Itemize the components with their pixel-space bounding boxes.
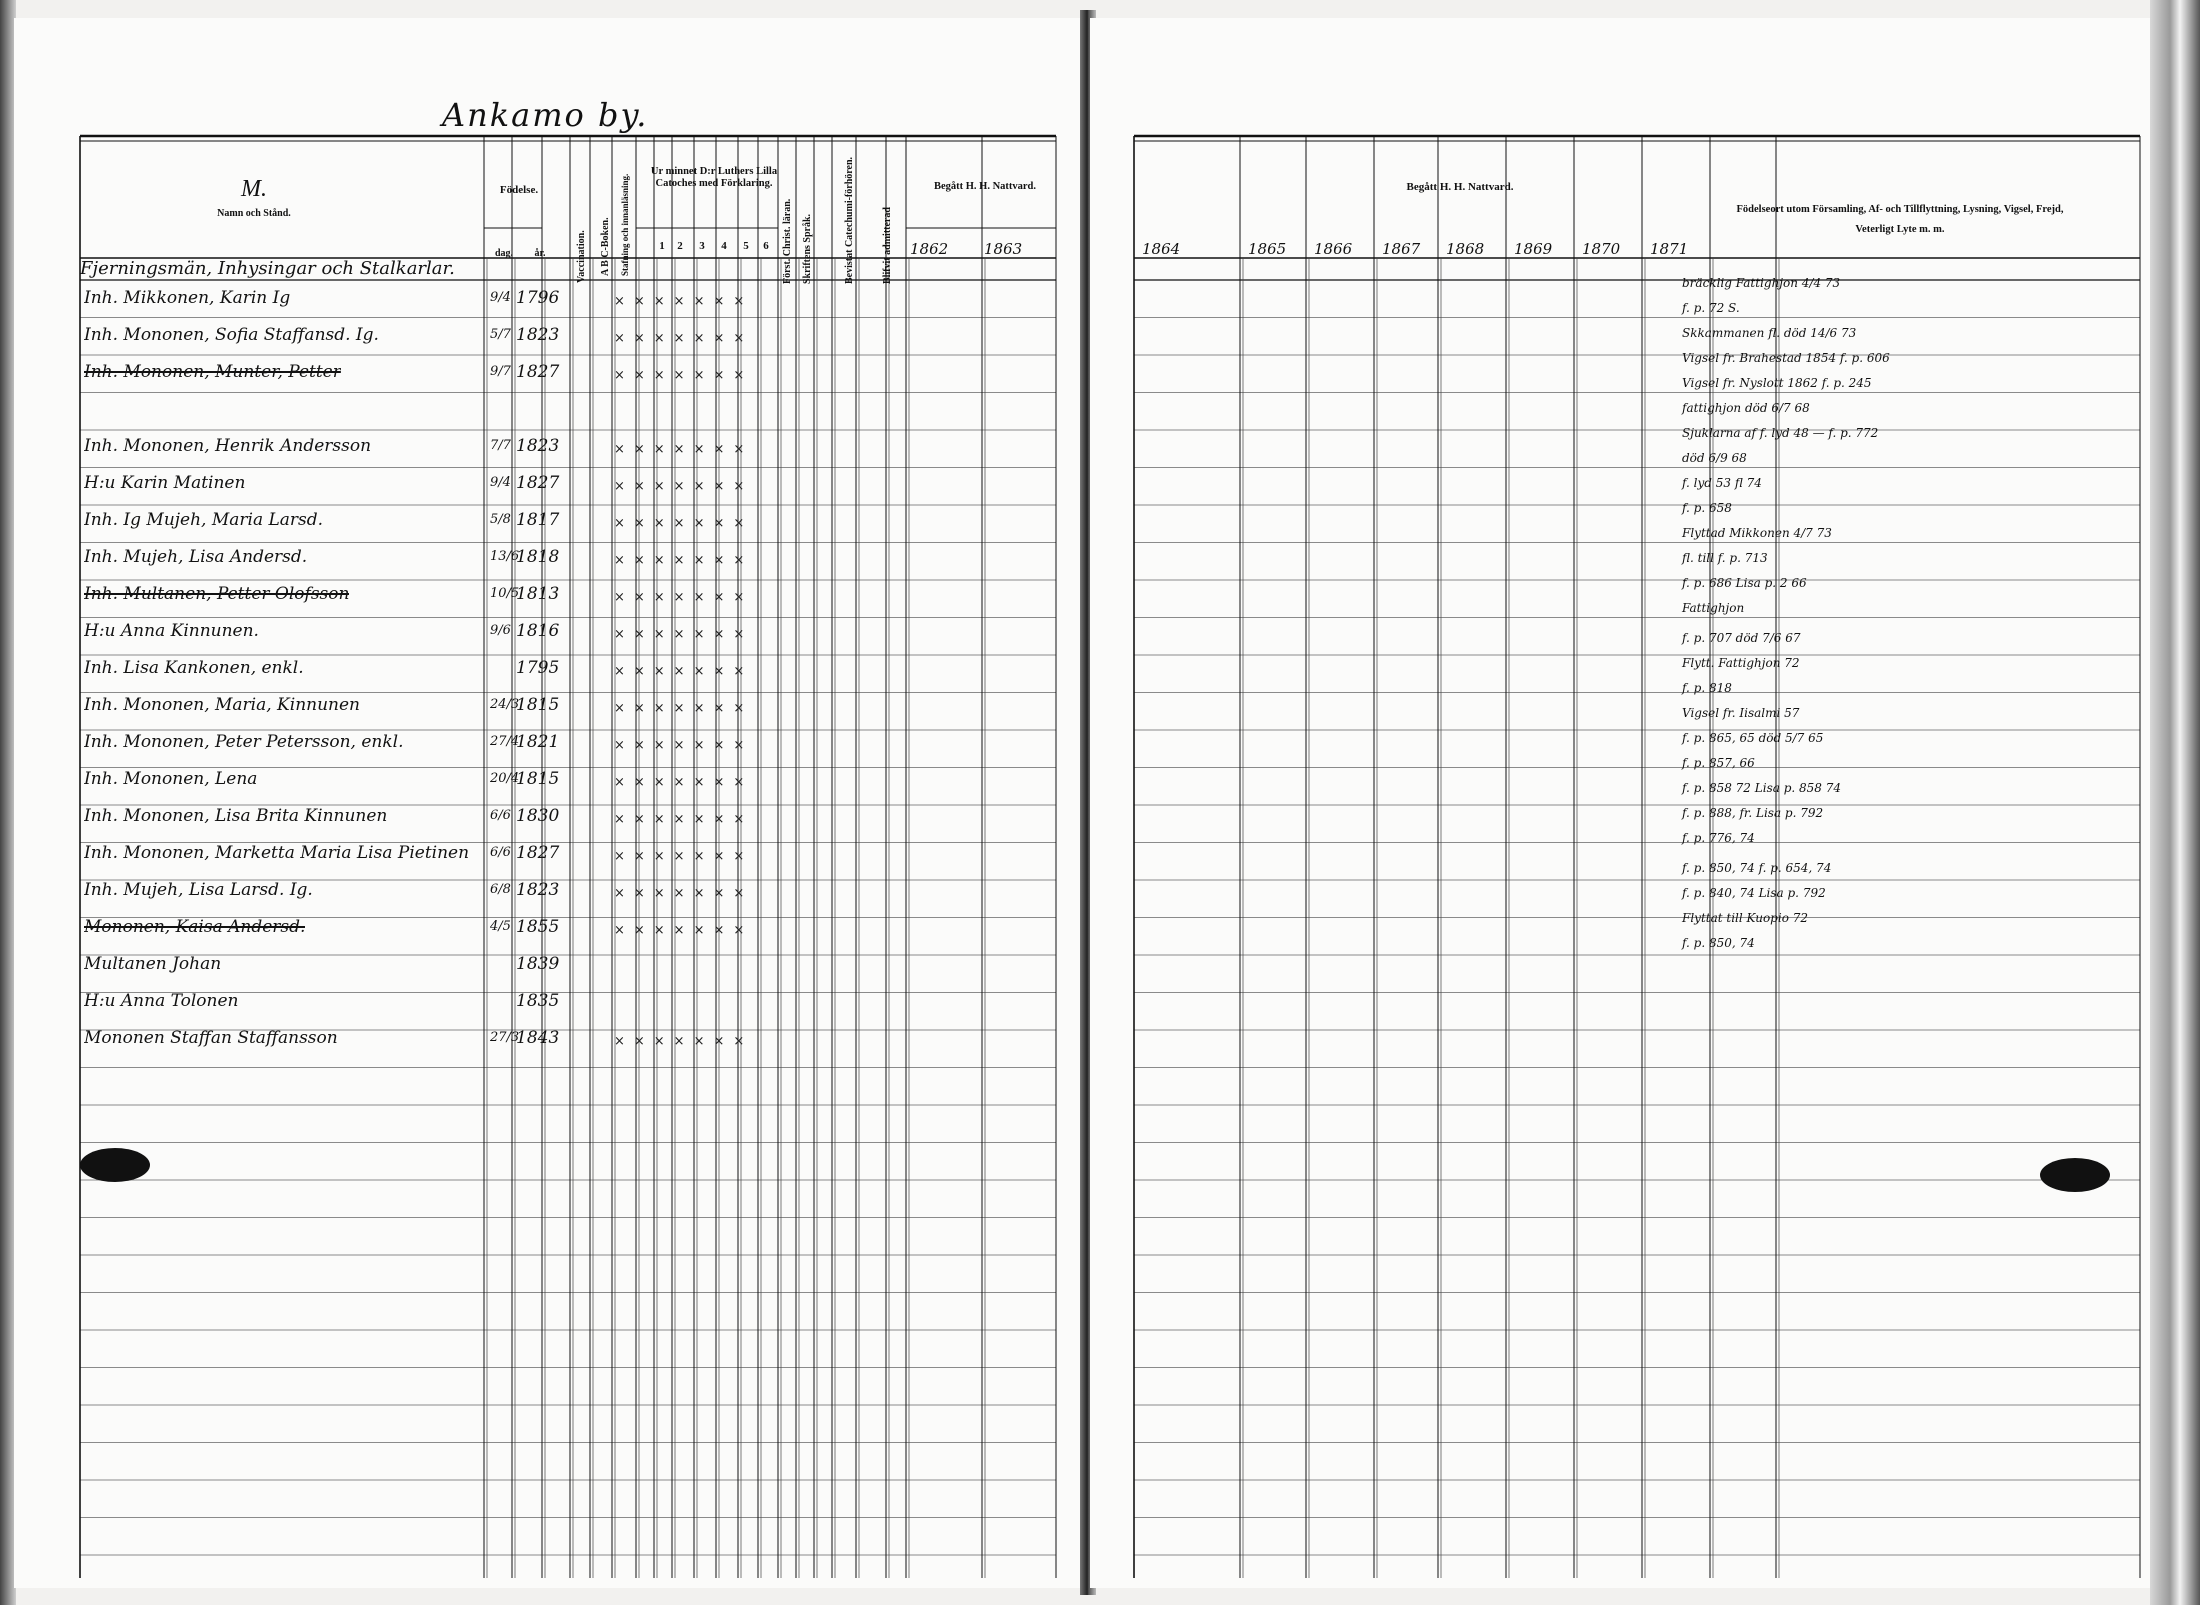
catechism-marks: ××××××× xyxy=(614,1034,754,1049)
remark-line: Fattighjon xyxy=(1682,601,1745,615)
catechism-marks: ××××××× xyxy=(614,331,754,346)
communion-year-1866: 1866 xyxy=(1314,240,1353,258)
remark-line: Skkammanen fl. död 14/6 73 xyxy=(1682,326,1857,340)
right-page xyxy=(1090,18,2150,1588)
birth-year: 1815 xyxy=(516,695,560,715)
header-day: dag. xyxy=(494,248,514,259)
birth-day: 7/7 xyxy=(490,438,511,453)
communion-year-1865: 1865 xyxy=(1248,240,1287,258)
catechism-marks: ××××××× xyxy=(614,627,754,642)
remark-line: f. lyd 53 fl 74 xyxy=(1682,476,1762,490)
catechism-marks: ××××××× xyxy=(614,442,754,457)
header-vaccination: Vaccination. xyxy=(576,230,587,283)
birth-year: 1827 xyxy=(516,843,560,863)
birth-day: 27/3 xyxy=(490,1030,520,1045)
header-remarks: Födelseort utom Församling, Af- och Tillflyttning, Lysning, Vigsel, Frejd, Veterligt Lyte m. m. xyxy=(1736,204,2064,235)
communion-year-1864: 1864 xyxy=(1142,240,1181,258)
remark-line: f. p. 658 xyxy=(1682,501,1732,515)
remark-line: Vigsel fr. Iisalmi 57 xyxy=(1682,706,1800,720)
catechism-col-3: 3 xyxy=(699,240,705,252)
communion-year-1870: 1870 xyxy=(1582,240,1621,258)
remark-line: f. p. 72 S. xyxy=(1682,301,1740,315)
remark-line: Flytt. Fattighjon 72 xyxy=(1682,656,1800,670)
catechism-marks: ××××××× xyxy=(614,923,754,938)
header-christian: Först. Christ. läran. xyxy=(782,198,793,284)
person-name: Inh. Ig Mujeh, Maria Larsd. xyxy=(84,510,324,530)
remark-line: f. p. 686 Lisa p. 2 66 xyxy=(1682,576,1807,590)
birth-year: 1855 xyxy=(516,917,560,937)
book-right-edge xyxy=(2150,0,2200,1605)
birth-day: 9/4 xyxy=(490,475,511,490)
birth-day: 10/5 xyxy=(490,586,520,601)
remark-line: Flyttad Mikkonen 4/7 73 xyxy=(1682,526,1832,540)
person-name: Inh. Mononen, Peter Petersson, enkl. xyxy=(84,732,404,752)
birth-year: 1827 xyxy=(516,362,560,382)
birth-year: 1823 xyxy=(516,325,560,345)
person-name: Inh. Multanen, Petter Olofsson xyxy=(84,584,350,604)
person-name: Inh. Mikkonen, Karin Ig xyxy=(84,288,291,308)
person-name: Inh. Mujeh, Lisa Andersd. xyxy=(84,547,308,567)
communion-year-1868: 1868 xyxy=(1446,240,1485,258)
remark-line: f. p. 865, 65 död 5/7 65 xyxy=(1682,731,1824,745)
birth-day: 9/4 xyxy=(490,290,511,305)
birth-day: 24/3 xyxy=(490,697,520,712)
birth-year: 1821 xyxy=(516,732,560,752)
catechism-marks: ××××××× xyxy=(614,516,754,531)
remark-line: Vigsel fr. Nyslott 1862 f. p. 245 xyxy=(1682,376,1872,390)
person-name: Mononen, Kaisa Andersd. xyxy=(84,917,306,937)
birth-year: 1815 xyxy=(516,769,560,789)
remark-line: f. p. 858 72 Lisa p. 858 74 xyxy=(1682,781,1841,795)
person-name: Inh. Mujeh, Lisa Larsd. Ig. xyxy=(84,880,313,900)
birth-year: 1830 xyxy=(516,806,560,826)
remark-line: f. p. 850, 74 f. p. 654, 74 xyxy=(1682,861,1832,875)
year-1863: 1863 xyxy=(984,240,1023,258)
birth-day: 13/6 xyxy=(490,549,520,564)
remark-line: Flyttat till Kuopio 72 xyxy=(1682,911,1809,925)
birth-year: 1816 xyxy=(516,621,560,641)
year-1862: 1862 xyxy=(910,240,949,258)
header-scripture: Skriftens Språk. xyxy=(802,213,813,284)
person-name: Inh. Mononen, Sofia Staffansd. Ig. xyxy=(84,325,379,345)
catechism-marks: ××××××× xyxy=(614,849,754,864)
header-birth: Födelse. xyxy=(499,184,539,196)
person-name: Inh. Mononen, Henrik Andersson xyxy=(84,436,372,456)
catechism-marks: ××××××× xyxy=(614,812,754,827)
person-name: Inh. Mononen, Munter, Petter xyxy=(84,362,341,382)
remark-line: f. p. 707 död 7/6 67 xyxy=(1682,631,1801,645)
section-heading: Fjerningsmän, Inhysingar och Stalkarlar. xyxy=(80,258,455,279)
remark-line: f. p. 857, 66 xyxy=(1682,756,1755,770)
header-abc: A B C-Boken. xyxy=(600,217,611,276)
birth-day: 6/6 xyxy=(490,808,511,823)
catechism-marks: ××××××× xyxy=(614,738,754,753)
header-catechumen: Bevistat Catechumi-förhören. xyxy=(844,156,855,284)
birth-day: 9/6 xyxy=(490,623,511,638)
header-communion-right: Begått H. H. Nattvard. xyxy=(1406,181,1514,193)
remark-line: fl. till f. p. 713 xyxy=(1682,551,1768,565)
catechism-marks: ××××××× xyxy=(614,886,754,901)
person-name: Inh. Lisa Kankonen, enkl. xyxy=(84,658,304,678)
remark-line: f. p. 776, 74 xyxy=(1682,831,1755,845)
catechism-marks: ××××××× xyxy=(614,553,754,568)
catechism-col-5: 5 xyxy=(743,240,749,252)
header-reading: Stafning och innanläsning. xyxy=(620,173,630,276)
remark-line: f. p. 888, fr. Lisa p. 792 xyxy=(1682,806,1824,820)
birth-year: 1818 xyxy=(516,547,560,567)
birth-year: 1823 xyxy=(516,880,560,900)
communion-year-1867: 1867 xyxy=(1382,240,1421,258)
remark-line: f. p. 818 xyxy=(1682,681,1732,695)
remark-line: Vigsel fr. Brahestad 1854 f. p. 606 xyxy=(1682,351,1890,365)
birth-year: 1823 xyxy=(516,436,560,456)
catechism-marks: ××××××× xyxy=(614,664,754,679)
birth-day: 5/7 xyxy=(490,327,511,342)
catechism-marks: ××××××× xyxy=(614,294,754,309)
binding-hole-right xyxy=(2040,1158,2110,1192)
birth-year: 1795 xyxy=(516,658,560,678)
person-name: Mononen Staffan Staffansson xyxy=(84,1028,338,1048)
birth-year: 1839 xyxy=(516,954,560,974)
person-name: Inh. Mononen, Lena xyxy=(84,769,258,789)
catechism-col-2: 2 xyxy=(677,240,683,252)
catechism-marks: ××××××× xyxy=(614,590,754,605)
person-name: Inh. Mononen, Marketta Maria Lisa Pietinen xyxy=(84,843,470,863)
village-title: Ankamo by. xyxy=(442,96,649,134)
birth-year: 1835 xyxy=(516,991,560,1011)
catechism-marks: ××××××× xyxy=(614,368,754,383)
header-name: Namn och Stånd. xyxy=(217,208,291,219)
catechism-marks: ××××××× xyxy=(614,479,754,494)
person-name: Inh. Mononen, Maria, Kinnunen xyxy=(84,695,361,715)
catechism-marks: ××××××× xyxy=(614,775,754,790)
birth-year: 1827 xyxy=(516,473,560,493)
left-page xyxy=(14,18,1084,1588)
header-admitted: Blifvit admitterad xyxy=(882,207,893,284)
catechism-marks: ××××××× xyxy=(614,701,754,716)
birth-day: 6/6 xyxy=(490,845,511,860)
remark-line: fattighjon död 6/7 68 xyxy=(1682,401,1810,415)
birth-day: 27/4 xyxy=(490,734,520,749)
communion-year-1871: 1871 xyxy=(1650,240,1689,258)
remark-line: död 6/9 68 xyxy=(1682,451,1747,465)
person-name: H:u Anna Kinnunen. xyxy=(84,621,259,641)
birth-day: 6/8 xyxy=(490,882,511,897)
header-catechism: Ur minnet D:r Luthers Lilla Catoches med Förklaring. xyxy=(650,166,778,190)
catechism-col-1: 1 xyxy=(659,240,665,252)
remark-line: bräcklig Fattighjon 4/4 73 xyxy=(1682,276,1841,290)
catechism-col-4: 4 xyxy=(721,240,727,252)
communion-year-1869: 1869 xyxy=(1514,240,1553,258)
header-communion-left: Begått H. H. Nattvard. xyxy=(933,181,1037,192)
catechism-col-6: 6 xyxy=(763,240,769,252)
remark-line: f. p. 850, 74 xyxy=(1682,936,1755,950)
birth-day: 9/7 xyxy=(490,364,511,379)
remark-line: Sjuklarna af f. lyd 48 — f. p. 772 xyxy=(1682,426,1879,440)
birth-day: 5/8 xyxy=(490,512,511,527)
birth-year: 1796 xyxy=(516,288,560,308)
name-mark: M. xyxy=(241,176,267,202)
birth-year: 1813 xyxy=(516,584,560,604)
person-name: H:u Karin Matinen xyxy=(84,473,246,493)
person-name: H:u Anna Tolonen xyxy=(84,991,239,1011)
birth-year: 1843 xyxy=(516,1028,560,1048)
birth-day: 20/4 xyxy=(490,771,520,786)
birth-year: 1817 xyxy=(516,510,560,530)
header-year: år. xyxy=(534,248,546,259)
person-name: Inh. Mononen, Lisa Brita Kinnunen xyxy=(84,806,388,826)
person-name: Multanen Johan xyxy=(84,954,222,974)
remark-line: f. p. 840, 74 Lisa p. 792 xyxy=(1682,886,1826,900)
binding-hole-left xyxy=(80,1148,150,1182)
birth-day: 4/5 xyxy=(490,919,511,934)
